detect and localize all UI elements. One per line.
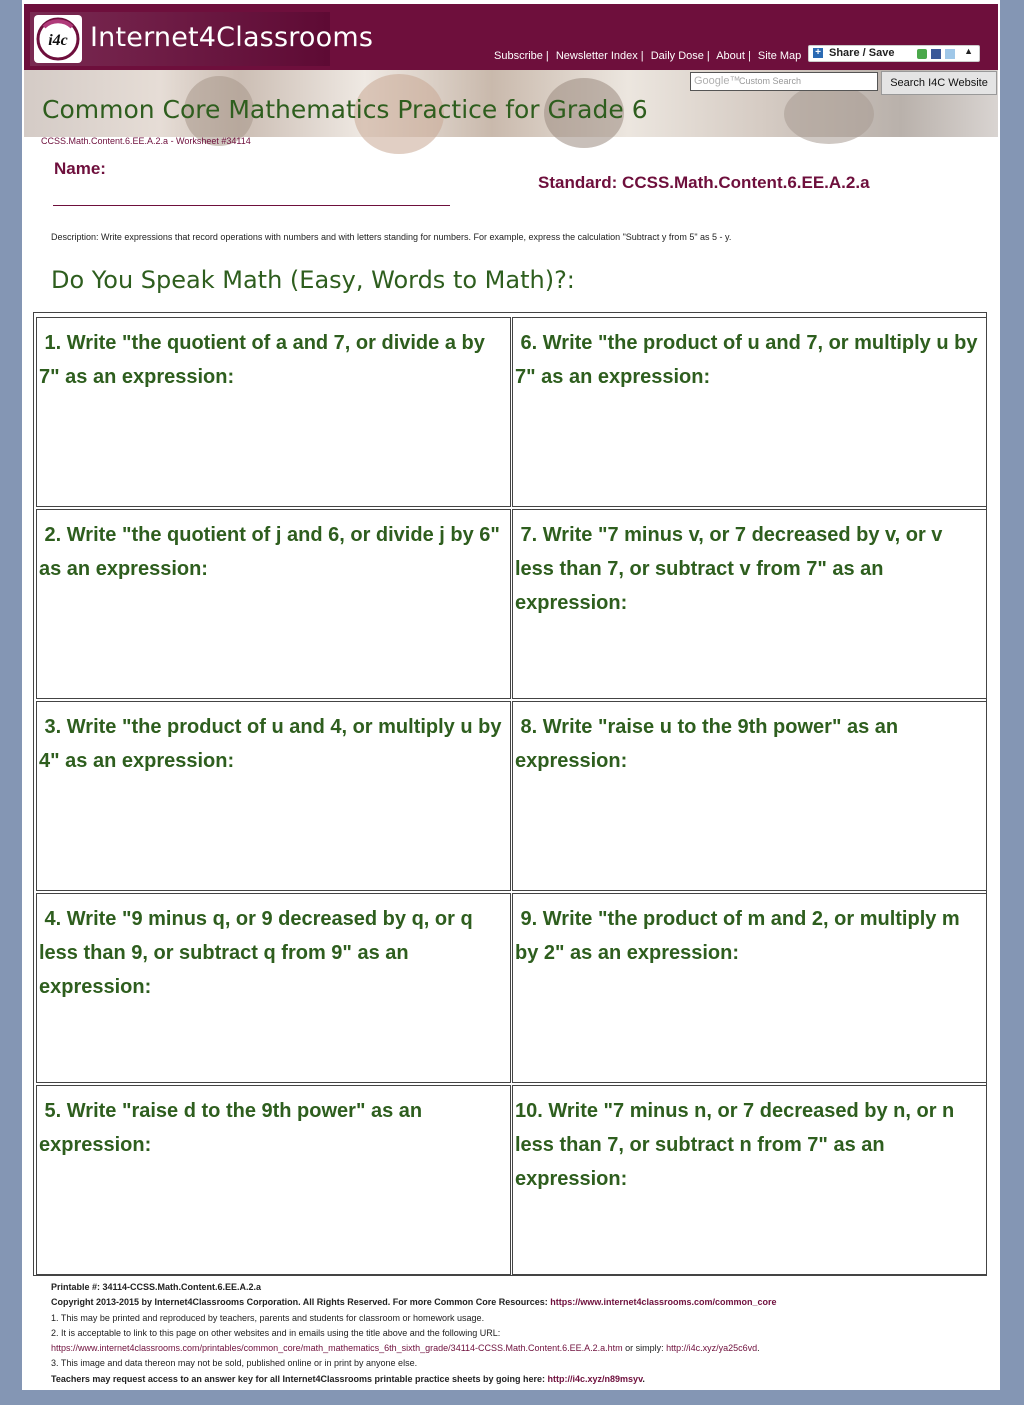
- section-heading: Do You Speak Math (Easy, Words to Math)?:: [51, 266, 575, 294]
- google-mark: Google™: [694, 75, 741, 87]
- site-header: [24, 4, 998, 70]
- answer-key-note: Teachers may request access to an answer key for all Internet4Classrooms printable practice sheets by going here: http://i4c.xyz/n89msyv.: [51, 1373, 645, 1384]
- worksheet-page: [22, 0, 1000, 1390]
- url-line: https://www.internet4classrooms.com/printables/common_core/math_mathematics_6th_sixth_grade/34114-CCSS.Math.Content.6.EE.A.2.a.htm or simply: http://i4c.xyz/ya25c6vd.: [51, 1343, 760, 1354]
- share-save-label: Share / Save: [829, 47, 895, 59]
- nav-about-link[interactable]: About: [716, 50, 745, 62]
- nav-subscribe-link[interactable]: Subscribe: [494, 50, 543, 62]
- site-logo[interactable]: [30, 12, 374, 66]
- nav-site-map-link[interactable]: Site Map: [757, 50, 802, 62]
- standard-label: Standard: CCSS.Math.Content.6.EE.A.2.a: [538, 173, 870, 192]
- twitter-icon: [945, 49, 955, 59]
- problem-cell-4: 4. Write "9 minus q, or 9 decreased by q, or q less than 9, or subtract q from 9" as an expression:: [36, 893, 511, 1083]
- copyright: Copyright 2013-2015 by Internet4Classrooms Corporation. All Rights Reserved. For more Common Core Resources: https://www.internet4classrooms.com/common_core: [51, 1297, 777, 1308]
- share-save-button[interactable]: [808, 45, 980, 62]
- search-placeholder: Custom Search: [739, 76, 802, 86]
- answer-key-link[interactable]: http://i4c.xyz/n89msyv: [547, 1373, 643, 1384]
- problem-cell-5: 5. Write "raise d to the 9th power" as an expression:: [36, 1085, 511, 1275]
- problem-cell-9: 9. Write "the product of m and 2, or multiply m by 2" as an expression:: [512, 893, 987, 1083]
- problem-cell-10: 10. Write "7 minus n, or 7 decreased by n, or n less than 7, or subtract n from 7" as an expression:: [512, 1085, 987, 1275]
- top-navigation: Subscribe | Newsletter Index | Daily Dose | About | Site Map: [494, 50, 802, 62]
- chevron-updown-icon: ▲: [964, 46, 973, 56]
- problem-cell-1: 1. Write "the quotient of a and 7, or divide a by 7" as an expression:: [36, 317, 511, 507]
- plus-icon: +: [813, 48, 823, 58]
- short-url-link[interactable]: http://i4c.xyz/ya25c6vd: [666, 1343, 758, 1354]
- share-icon: [917, 49, 927, 59]
- note-1: 1. This may be printed and reproduced by teachers, parents and students for classroom or homework usage.: [51, 1312, 485, 1323]
- footer: [51, 1280, 777, 1387]
- note-2: 2. It is acceptable to link to this page on other websites and in emails using the title above and the following URL:: [51, 1327, 501, 1338]
- problem-cell-3: 3. Write "the product of u and 4, or multiply u by 4" as an expression:: [36, 701, 511, 891]
- note-3: 3. This image and data thereon may not be sold, published online or in print by anyone else.: [51, 1358, 418, 1369]
- svg-text:i4c: i4c: [48, 32, 68, 49]
- problem-grid: [33, 312, 987, 1276]
- page-title: Common Core Mathematics Practice for Grade 6: [42, 95, 648, 124]
- name-line: [53, 205, 450, 206]
- logo-badge-icon: [34, 15, 82, 63]
- name-label: Name:: [54, 159, 106, 178]
- nav-daily-dose-link[interactable]: Daily Dose: [650, 50, 704, 62]
- worksheet-url-link[interactable]: https://www.internet4classrooms.com/printables/common_core/math_mathematics_6th_sixth_grade/34114-CCSS.Math.Content.6.EE.A.2.a.htm: [51, 1343, 623, 1354]
- banner: [24, 70, 998, 137]
- printable-number: Printable #: 34114-CCSS.Math.Content.6.EE.A.2.a: [51, 1282, 262, 1292]
- facebook-icon: [931, 49, 941, 59]
- problem-cell-2: 2. Write "the quotient of j and 6, or divide j by 6" as an expression:: [36, 509, 511, 699]
- problem-cell-6: 6. Write "the product of u and 7, or multiply u by 7" as an expression:: [512, 317, 987, 507]
- search-input[interactable]: [690, 72, 878, 91]
- nav-newsletter-index-link[interactable]: Newsletter Index: [555, 50, 638, 62]
- breadcrumb: CCSS.Math.Content.6.EE.A.2.a - Worksheet #34114: [41, 136, 251, 146]
- problem-cell-8: 8. Write "raise u to the 9th power" as an expression:: [512, 701, 987, 891]
- description: Description: Write expressions that record operations with numbers and with letters standing for numbers. For example, express the calculation "Subtract y from 5" as 5 - y.: [51, 232, 732, 242]
- common-core-link[interactable]: https://www.internet4classrooms.com/common_core: [550, 1297, 777, 1308]
- search-button[interactable]: Search I4C Website: [881, 71, 997, 95]
- logo-text: Internet4Classrooms: [90, 22, 374, 53]
- problem-cell-7: 7. Write "7 minus v, or 7 decreased by v, or v less than 7, or subtract v from 7" as an expression:: [512, 509, 987, 699]
